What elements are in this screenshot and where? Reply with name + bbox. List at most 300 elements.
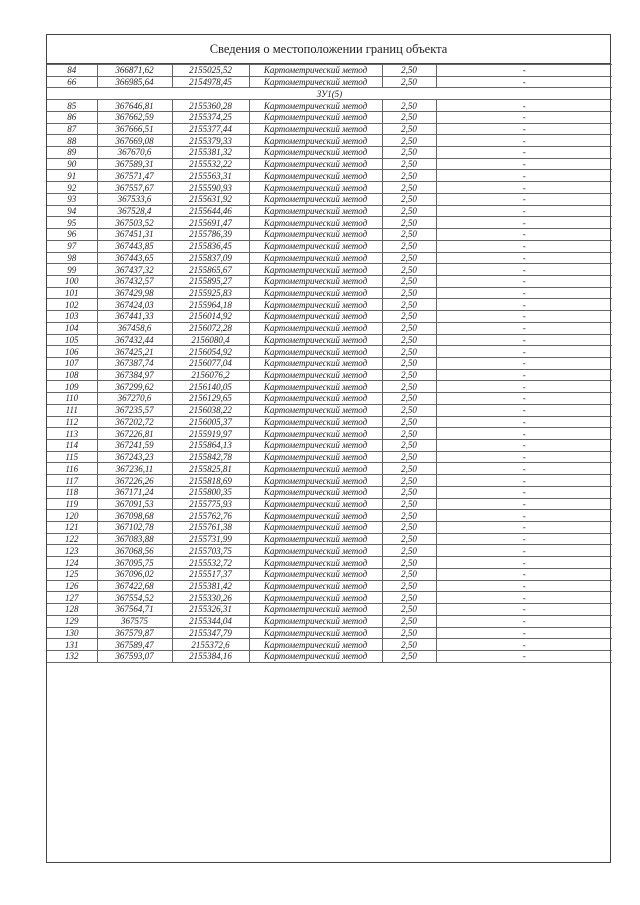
description-cell: - <box>436 217 612 229</box>
accuracy-cell: 2,50 <box>382 381 436 393</box>
description-cell: - <box>436 311 612 323</box>
table-row <box>47 486 612 498</box>
method-cell: Картометрический метод <box>249 76 382 88</box>
point-number-cell: 104 <box>47 322 97 334</box>
x-coordinate-cell: 367270,6 <box>97 393 172 405</box>
table-row <box>47 533 612 545</box>
accuracy-cell: 2,50 <box>382 76 436 88</box>
y-coordinate-cell: 2155731,99 <box>172 533 249 545</box>
accuracy-cell: 2,50 <box>382 510 436 522</box>
description-cell: - <box>436 264 612 276</box>
point-number-cell: 122 <box>47 533 97 545</box>
x-coordinate-cell: 367669,08 <box>97 135 172 147</box>
description-cell: - <box>436 568 612 580</box>
description-cell: - <box>436 229 612 241</box>
accuracy-cell: 2,50 <box>382 275 436 287</box>
table-row <box>47 557 612 569</box>
description-cell: - <box>436 580 612 592</box>
description-cell: - <box>436 334 612 346</box>
y-coordinate-cell: 2155703,75 <box>172 545 249 557</box>
method-cell: Картометрический метод <box>249 510 382 522</box>
method-cell: Картометрический метод <box>249 65 382 77</box>
y-coordinate-cell: 2155379,33 <box>172 135 249 147</box>
table-row <box>47 193 612 205</box>
accuracy-cell: 2,50 <box>382 100 436 112</box>
x-coordinate-cell: 367243,23 <box>97 451 172 463</box>
description-cell: - <box>436 381 612 393</box>
description-cell: - <box>436 393 612 405</box>
x-coordinate-cell: 367575 <box>97 615 172 627</box>
x-coordinate-cell: 367096,02 <box>97 568 172 580</box>
document-title: Сведения о местоположении границ объекта <box>47 35 610 64</box>
accuracy-cell: 2,50 <box>382 604 436 616</box>
x-coordinate-cell: 367068,56 <box>97 545 172 557</box>
description-cell: - <box>436 533 612 545</box>
point-number-cell: 112 <box>47 416 97 428</box>
description-cell: - <box>436 557 612 569</box>
description-cell: - <box>436 498 612 510</box>
y-coordinate-cell: 2156129,65 <box>172 393 249 405</box>
accuracy-cell: 2,50 <box>382 264 436 276</box>
point-number-cell: 113 <box>47 428 97 440</box>
description-cell: - <box>436 240 612 252</box>
point-number-cell: 114 <box>47 440 97 452</box>
point-number-cell: 100 <box>47 275 97 287</box>
point-number-cell: 97 <box>47 240 97 252</box>
y-coordinate-cell: 2155025,52 <box>172 65 249 77</box>
method-cell: Картометрический метод <box>249 287 382 299</box>
description-cell: - <box>436 275 612 287</box>
description-cell: - <box>436 147 612 159</box>
x-coordinate-cell: 367670,6 <box>97 147 172 159</box>
x-coordinate-cell: 367557,67 <box>97 182 172 194</box>
description-cell: - <box>436 486 612 498</box>
y-coordinate-cell: 2155761,38 <box>172 522 249 534</box>
point-number-cell: 86 <box>47 111 97 123</box>
table-row <box>47 510 612 522</box>
x-coordinate-cell: 367102,78 <box>97 522 172 534</box>
method-cell: Картометрический метод <box>249 428 382 440</box>
point-number-cell: 98 <box>47 252 97 264</box>
x-coordinate-cell: 367171,24 <box>97 486 172 498</box>
method-cell: Картометрический метод <box>249 240 382 252</box>
table-row <box>47 404 612 416</box>
description-cell: - <box>436 463 612 475</box>
accuracy-cell: 2,50 <box>382 369 436 381</box>
accuracy-cell: 2,50 <box>382 252 436 264</box>
point-number-cell: 107 <box>47 357 97 369</box>
y-coordinate-cell: 2155330,26 <box>172 592 249 604</box>
description-cell: - <box>436 404 612 416</box>
accuracy-cell: 2,50 <box>382 568 436 580</box>
x-coordinate-cell: 367443,65 <box>97 252 172 264</box>
accuracy-cell: 2,50 <box>382 170 436 182</box>
method-cell: Картометрический метод <box>249 264 382 276</box>
point-number-cell: 106 <box>47 346 97 358</box>
x-coordinate-cell: 367424,03 <box>97 299 172 311</box>
table-row <box>47 463 612 475</box>
point-number-cell: 99 <box>47 264 97 276</box>
table-row <box>47 135 612 147</box>
point-number-cell: 103 <box>47 311 97 323</box>
description-cell: - <box>436 193 612 205</box>
table-row <box>47 627 612 639</box>
y-coordinate-cell: 2155517,37 <box>172 568 249 580</box>
y-coordinate-cell: 2155631,92 <box>172 193 249 205</box>
method-cell: Картометрический метод <box>249 135 382 147</box>
y-coordinate-cell: 2155895,27 <box>172 275 249 287</box>
table-row <box>47 334 612 346</box>
accuracy-cell: 2,50 <box>382 158 436 170</box>
table-row <box>47 322 612 334</box>
y-coordinate-cell: 2155532,22 <box>172 158 249 170</box>
accuracy-cell: 2,50 <box>382 522 436 534</box>
point-number-cell: 120 <box>47 510 97 522</box>
y-coordinate-cell: 2155374,25 <box>172 111 249 123</box>
table-row <box>47 369 612 381</box>
boundary-table <box>47 64 612 663</box>
method-cell: Картометрический метод <box>249 111 382 123</box>
table-row <box>47 158 612 170</box>
table-row <box>47 252 612 264</box>
method-cell: Картометрический метод <box>249 357 382 369</box>
point-number-cell: 102 <box>47 299 97 311</box>
description-cell: - <box>436 65 612 77</box>
accuracy-cell: 2,50 <box>382 498 436 510</box>
table-row <box>47 592 612 604</box>
table-row <box>47 275 612 287</box>
y-coordinate-cell: 2155925,83 <box>172 287 249 299</box>
table-row <box>47 170 612 182</box>
point-number-cell: 101 <box>47 287 97 299</box>
y-coordinate-cell: 2155836,45 <box>172 240 249 252</box>
x-coordinate-cell: 367528,4 <box>97 205 172 217</box>
point-number-cell: 119 <box>47 498 97 510</box>
y-coordinate-cell: 2156076,2 <box>172 369 249 381</box>
point-number-cell: 116 <box>47 463 97 475</box>
accuracy-cell: 2,50 <box>382 123 436 135</box>
y-coordinate-cell: 2155347,79 <box>172 627 249 639</box>
accuracy-cell: 2,50 <box>382 147 436 159</box>
x-coordinate-cell: 367202,72 <box>97 416 172 428</box>
y-coordinate-cell: 2155919,97 <box>172 428 249 440</box>
table-row <box>47 346 612 358</box>
y-coordinate-cell: 2155865,67 <box>172 264 249 276</box>
table-row <box>47 357 612 369</box>
accuracy-cell: 2,50 <box>382 615 436 627</box>
description-cell: - <box>436 615 612 627</box>
point-number-cell: 129 <box>47 615 97 627</box>
y-coordinate-cell: 2155372,6 <box>172 639 249 651</box>
accuracy-cell: 2,50 <box>382 627 436 639</box>
accuracy-cell: 2,50 <box>382 334 436 346</box>
accuracy-cell: 2,50 <box>382 229 436 241</box>
description-cell: - <box>436 76 612 88</box>
method-cell: Картометрический метод <box>249 100 382 112</box>
point-number-cell: 131 <box>47 639 97 651</box>
x-coordinate-cell: 366871,62 <box>97 65 172 77</box>
description-cell: - <box>436 604 612 616</box>
x-coordinate-cell: 367299,62 <box>97 381 172 393</box>
x-coordinate-cell: 367432,57 <box>97 275 172 287</box>
method-cell: Картометрический метод <box>249 416 382 428</box>
y-coordinate-cell: 2155786,39 <box>172 229 249 241</box>
accuracy-cell: 2,50 <box>382 639 436 651</box>
y-coordinate-cell: 2155964,18 <box>172 299 249 311</box>
description-cell: - <box>436 287 612 299</box>
method-cell: Картометрический метод <box>249 486 382 498</box>
point-number-cell: 121 <box>47 522 97 534</box>
table-row <box>47 615 612 627</box>
description-cell: - <box>436 650 612 662</box>
method-cell: Картометрический метод <box>249 158 382 170</box>
x-coordinate-cell: 367226,81 <box>97 428 172 440</box>
method-cell: Картометрический метод <box>249 381 382 393</box>
point-number-cell: 128 <box>47 604 97 616</box>
point-number-cell: 125 <box>47 568 97 580</box>
table-row <box>47 100 612 112</box>
x-coordinate-cell: 367437,32 <box>97 264 172 276</box>
accuracy-cell: 2,50 <box>382 182 436 194</box>
method-cell: Картометрический метод <box>249 182 382 194</box>
description-cell: - <box>436 592 612 604</box>
y-coordinate-cell: 2155691,47 <box>172 217 249 229</box>
point-number-cell: 117 <box>47 475 97 487</box>
accuracy-cell: 2,50 <box>382 475 436 487</box>
accuracy-cell: 2,50 <box>382 240 436 252</box>
description-cell: - <box>436 451 612 463</box>
table-row <box>47 111 612 123</box>
point-number-cell: 108 <box>47 369 97 381</box>
point-number-cell: 132 <box>47 650 97 662</box>
method-cell: Картометрический метод <box>249 650 382 662</box>
accuracy-cell: 2,50 <box>382 580 436 592</box>
method-cell: Картометрический метод <box>249 557 382 569</box>
y-coordinate-cell: 2155762,76 <box>172 510 249 522</box>
x-coordinate-cell: 367666,51 <box>97 123 172 135</box>
method-cell: Картометрический метод <box>249 393 382 405</box>
description-cell: - <box>436 627 612 639</box>
x-coordinate-cell: 367554,52 <box>97 592 172 604</box>
accuracy-cell: 2,50 <box>382 205 436 217</box>
x-coordinate-cell: 367098,68 <box>97 510 172 522</box>
y-coordinate-cell: 2155563,31 <box>172 170 249 182</box>
description-cell: - <box>436 123 612 135</box>
method-cell: Картометрический метод <box>249 604 382 616</box>
method-cell: Картометрический метод <box>249 147 382 159</box>
table-row <box>47 522 612 534</box>
method-cell: Картометрический метод <box>249 533 382 545</box>
y-coordinate-cell: 2156038,22 <box>172 404 249 416</box>
point-number-cell: 95 <box>47 217 97 229</box>
accuracy-cell: 2,50 <box>382 463 436 475</box>
method-cell: Картометрический метод <box>249 123 382 135</box>
point-number-cell: 90 <box>47 158 97 170</box>
description-cell: - <box>436 440 612 452</box>
y-coordinate-cell: 2155864,13 <box>172 440 249 452</box>
table-row <box>47 182 612 194</box>
x-coordinate-cell: 367503,52 <box>97 217 172 229</box>
x-coordinate-cell: 367646,81 <box>97 100 172 112</box>
x-coordinate-cell: 367589,31 <box>97 158 172 170</box>
method-cell: Картометрический метод <box>249 205 382 217</box>
table-row <box>47 475 612 487</box>
table-row <box>47 440 612 452</box>
y-coordinate-cell: 2155818,69 <box>172 475 249 487</box>
y-coordinate-cell: 2155842,78 <box>172 451 249 463</box>
description-cell: - <box>436 100 612 112</box>
x-coordinate-cell: 367441,33 <box>97 311 172 323</box>
point-number-cell: 110 <box>47 393 97 405</box>
point-number-cell: 91 <box>47 170 97 182</box>
y-coordinate-cell: 2155377,44 <box>172 123 249 135</box>
x-coordinate-cell: 367571,47 <box>97 170 172 182</box>
accuracy-cell: 2,50 <box>382 393 436 405</box>
accuracy-cell: 2,50 <box>382 592 436 604</box>
table-row <box>47 416 612 428</box>
accuracy-cell: 2,50 <box>382 451 436 463</box>
point-number-cell: 85 <box>47 100 97 112</box>
description-cell: - <box>436 205 612 217</box>
description-cell: - <box>436 182 612 194</box>
description-cell: - <box>436 369 612 381</box>
table-row <box>47 76 612 88</box>
accuracy-cell: 2,50 <box>382 428 436 440</box>
x-coordinate-cell: 367083,88 <box>97 533 172 545</box>
method-cell: Картометрический метод <box>249 463 382 475</box>
x-coordinate-cell: 367443,85 <box>97 240 172 252</box>
point-number-cell: 118 <box>47 486 97 498</box>
method-cell: Картометрический метод <box>249 639 382 651</box>
table-row <box>47 639 612 651</box>
y-coordinate-cell: 2155775,93 <box>172 498 249 510</box>
y-coordinate-cell: 2156014,92 <box>172 311 249 323</box>
x-coordinate-cell: 367432,44 <box>97 334 172 346</box>
table-row <box>47 568 612 580</box>
method-cell: Картометрический метод <box>249 440 382 452</box>
method-cell: Картометрический метод <box>249 451 382 463</box>
x-coordinate-cell: 366985,64 <box>97 76 172 88</box>
method-cell: Картометрический метод <box>249 615 382 627</box>
point-number-cell: 87 <box>47 123 97 135</box>
accuracy-cell: 2,50 <box>382 322 436 334</box>
description-cell: - <box>436 639 612 651</box>
accuracy-cell: 2,50 <box>382 287 436 299</box>
x-coordinate-cell: 367422,68 <box>97 580 172 592</box>
accuracy-cell: 2,50 <box>382 416 436 428</box>
description-cell: - <box>436 135 612 147</box>
table-row <box>47 264 612 276</box>
point-number-cell: 88 <box>47 135 97 147</box>
method-cell: Картометрический метод <box>249 217 382 229</box>
section-header-row <box>47 88 612 100</box>
description-cell: - <box>436 170 612 182</box>
table-row <box>47 604 612 616</box>
x-coordinate-cell: 367091,53 <box>97 498 172 510</box>
method-cell: Картометрический метод <box>249 252 382 264</box>
description-cell: - <box>436 299 612 311</box>
description-cell: - <box>436 252 612 264</box>
x-coordinate-cell: 367387,74 <box>97 357 172 369</box>
description-cell: - <box>436 428 612 440</box>
point-number-cell: 109 <box>47 381 97 393</box>
x-coordinate-cell: 367095,75 <box>97 557 172 569</box>
point-number-cell: 84 <box>47 65 97 77</box>
table-row <box>47 65 612 77</box>
method-cell: Картометрический метод <box>249 580 382 592</box>
table-row <box>47 217 612 229</box>
point-number-cell: 126 <box>47 580 97 592</box>
description-cell: - <box>436 545 612 557</box>
accuracy-cell: 2,50 <box>382 217 436 229</box>
method-cell: Картометрический метод <box>249 346 382 358</box>
accuracy-cell: 2,50 <box>382 357 436 369</box>
method-cell: Картометрический метод <box>249 275 382 287</box>
x-coordinate-cell: 367384,97 <box>97 369 172 381</box>
table-row <box>47 393 612 405</box>
accuracy-cell: 2,50 <box>382 193 436 205</box>
table-row <box>47 299 612 311</box>
method-cell: Картометрический метод <box>249 404 382 416</box>
y-coordinate-cell: 2155825,81 <box>172 463 249 475</box>
method-cell: Картометрический метод <box>249 369 382 381</box>
x-coordinate-cell: 367236,11 <box>97 463 172 475</box>
y-coordinate-cell: 2155326,31 <box>172 604 249 616</box>
method-cell: Картометрический метод <box>249 334 382 346</box>
point-number-cell: 92 <box>47 182 97 194</box>
point-number-cell: 115 <box>47 451 97 463</box>
y-coordinate-cell: 2155800,35 <box>172 486 249 498</box>
accuracy-cell: 2,50 <box>382 557 436 569</box>
x-coordinate-cell: 367579,87 <box>97 627 172 639</box>
x-coordinate-cell: 367235,57 <box>97 404 172 416</box>
boundary-table-body <box>47 65 612 663</box>
y-coordinate-cell: 2155837,09 <box>172 252 249 264</box>
point-number-cell: 96 <box>47 229 97 241</box>
y-coordinate-cell: 2154978,45 <box>172 76 249 88</box>
y-coordinate-cell: 2155381,32 <box>172 147 249 159</box>
method-cell: Картометрический метод <box>249 522 382 534</box>
y-coordinate-cell: 2155384,16 <box>172 650 249 662</box>
y-coordinate-cell: 2156054,92 <box>172 346 249 358</box>
table-row <box>47 205 612 217</box>
accuracy-cell: 2,50 <box>382 135 436 147</box>
x-coordinate-cell: 367589,47 <box>97 639 172 651</box>
method-cell: Картометрический метод <box>249 545 382 557</box>
table-row <box>47 650 612 662</box>
y-coordinate-cell: 2155360,28 <box>172 100 249 112</box>
accuracy-cell: 2,50 <box>382 111 436 123</box>
point-number-cell: 127 <box>47 592 97 604</box>
accuracy-cell: 2,50 <box>382 650 436 662</box>
table-row <box>47 123 612 135</box>
y-coordinate-cell: 2156077,04 <box>172 357 249 369</box>
accuracy-cell: 2,50 <box>382 65 436 77</box>
y-coordinate-cell: 2155590,93 <box>172 182 249 194</box>
x-coordinate-cell: 367241,59 <box>97 440 172 452</box>
point-number-cell: 89 <box>47 147 97 159</box>
accuracy-cell: 2,50 <box>382 545 436 557</box>
table-row <box>47 381 612 393</box>
description-cell: - <box>436 111 612 123</box>
x-coordinate-cell: 367533,6 <box>97 193 172 205</box>
accuracy-cell: 2,50 <box>382 486 436 498</box>
x-coordinate-cell: 367458,6 <box>97 322 172 334</box>
description-cell: - <box>436 346 612 358</box>
x-coordinate-cell: 367429,98 <box>97 287 172 299</box>
x-coordinate-cell: 367226,26 <box>97 475 172 487</box>
method-cell: Картометрический метод <box>249 299 382 311</box>
